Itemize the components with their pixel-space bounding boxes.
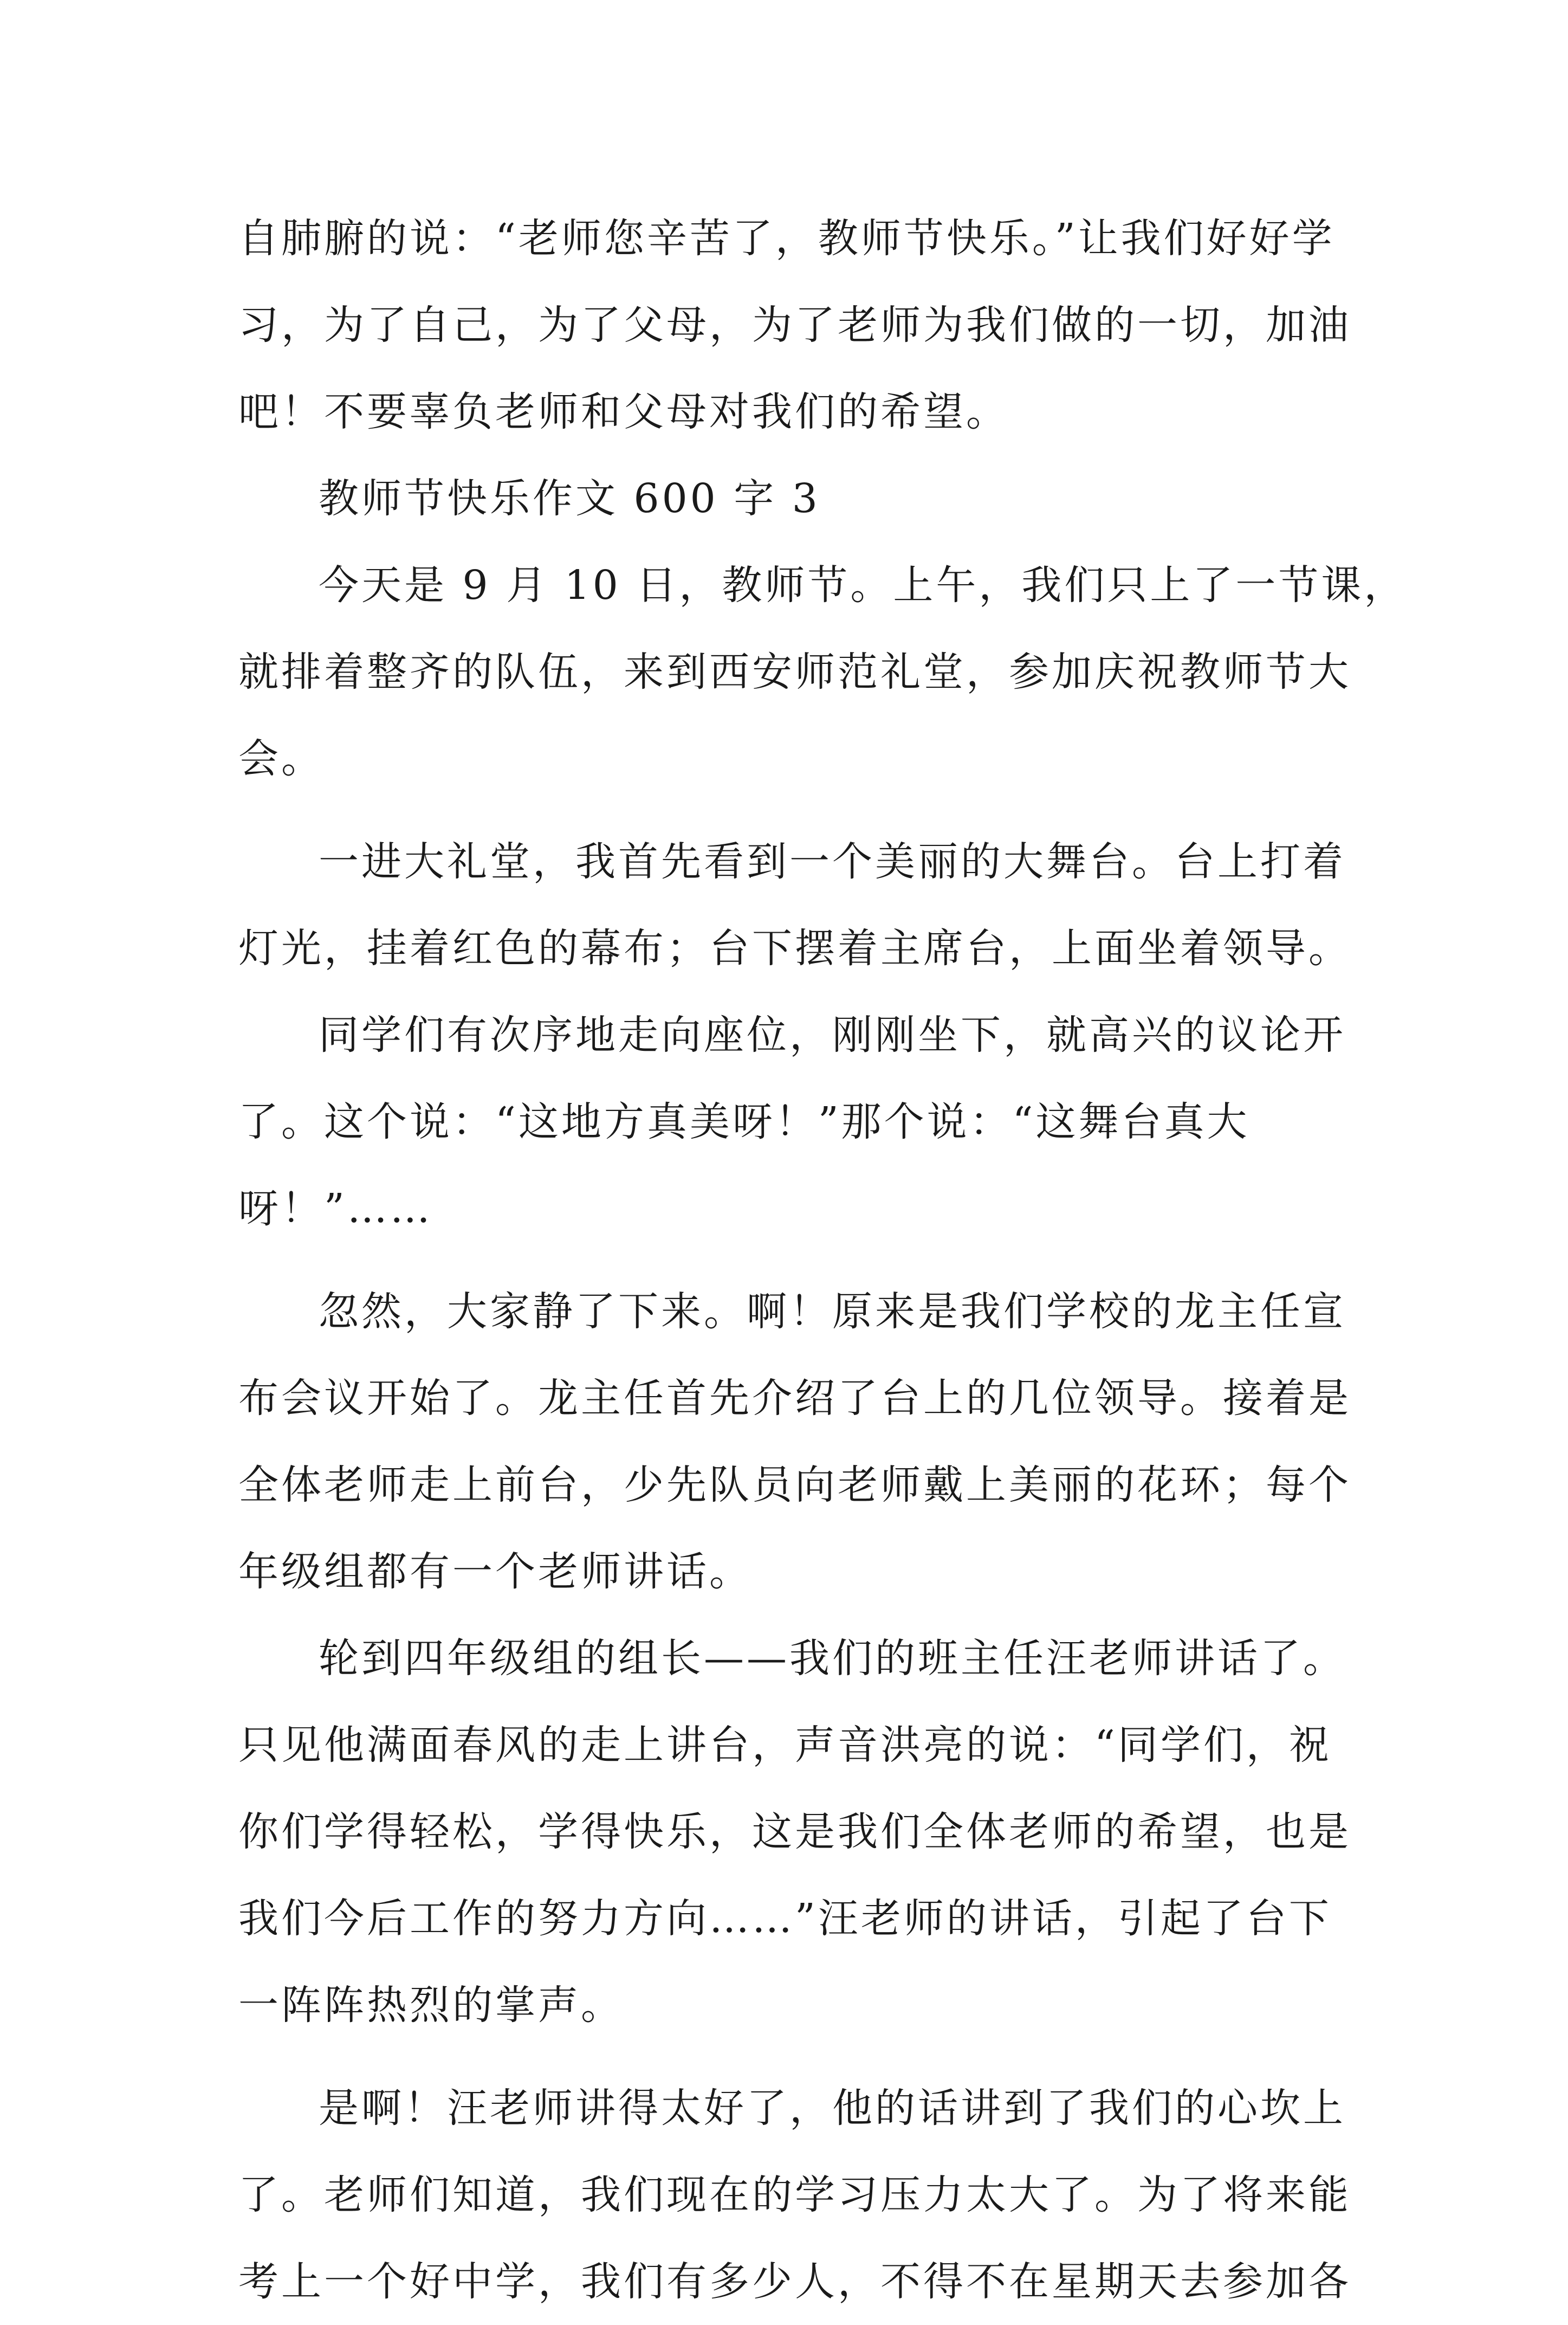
text-line: 是啊！汪老师讲得太好了，他的话讲到了我们的心坎上 — [319, 2085, 1346, 2132]
text-line: 自肺腑的说：“老师您辛苦了，教师节快乐。”让我们好好学 — [238, 215, 1335, 262]
text-line: 我们今后工作的努力方向……”汪老师的讲话，引起了台下 — [238, 1895, 1332, 1942]
text-line: 轮到四年级组的组长——我们的班主任汪老师讲话了。 — [319, 1635, 1346, 1682]
text-line: 习，为了自己，为了父母，为了老师为我们做的一切，加油 — [238, 302, 1351, 348]
text-line: 了。老师们知道，我们现在的学习压力太大了。为了将来能 — [238, 2172, 1351, 2218]
text-line: 就排着整齐的队伍，来到西安师范礼堂，参加庆祝教师节大 — [238, 649, 1351, 695]
paragraph-gap — [238, 2049, 1355, 2065]
paragraph-gap — [238, 1252, 1355, 1268]
text-line: 吧！不要辜负老师和父母对我们的希望。 — [238, 389, 1009, 435]
text-line: 布会议开始了。龙主任首先介绍了台上的几位领导。接着是 — [238, 1375, 1351, 1422]
text-line: 忽然，大家静了下来。啊！原来是我们学校的龙主任宣 — [319, 1288, 1346, 1335]
text-line: 一进大礼堂，我首先看到一个美丽的大舞台。台上打着 — [319, 838, 1346, 885]
text-line: 灯光，挂着红色的幕布；台下摆着主席台，上面坐着领导。 — [238, 925, 1351, 972]
paragraph-gap — [238, 802, 1355, 818]
text-line: 了。这个说：“这地方真美呀！”那个说：“这舞台真大 — [238, 1099, 1250, 1145]
text-line: 只见他满面春风的走上讲台，声音洪亮的说：“同学们，祝 — [238, 1722, 1332, 1768]
text-line: 同学们有次序地走向座位，刚刚坐下，就高兴的议论开 — [319, 1012, 1346, 1058]
text-line: 你们学得轻松，学得快乐，这是我们全体老师的希望，也是 — [238, 1809, 1351, 1855]
text-line: 考上一个好中学，我们有多少人，不得不在星期天去参加各 — [238, 2258, 1351, 2305]
text-line: 会。 — [238, 735, 324, 782]
text-line: 一阵阵热烈的掌声。 — [238, 1982, 624, 2029]
text-line: 全体老师走上前台，少先队员向老师戴上美丽的花环；每个 — [238, 1462, 1351, 1508]
section-heading: 教师节快乐作文 600 字 3 — [319, 475, 820, 522]
text-line: 呀！”…… — [238, 1185, 433, 1232]
document-body — [238, 195, 1407, 2325]
text-line: 今天是 9 月 10 日，教师节。上午，我们只上了一节课， — [319, 562, 1407, 609]
text-line: 年级组都有一个老师讲话。 — [238, 1548, 752, 1595]
